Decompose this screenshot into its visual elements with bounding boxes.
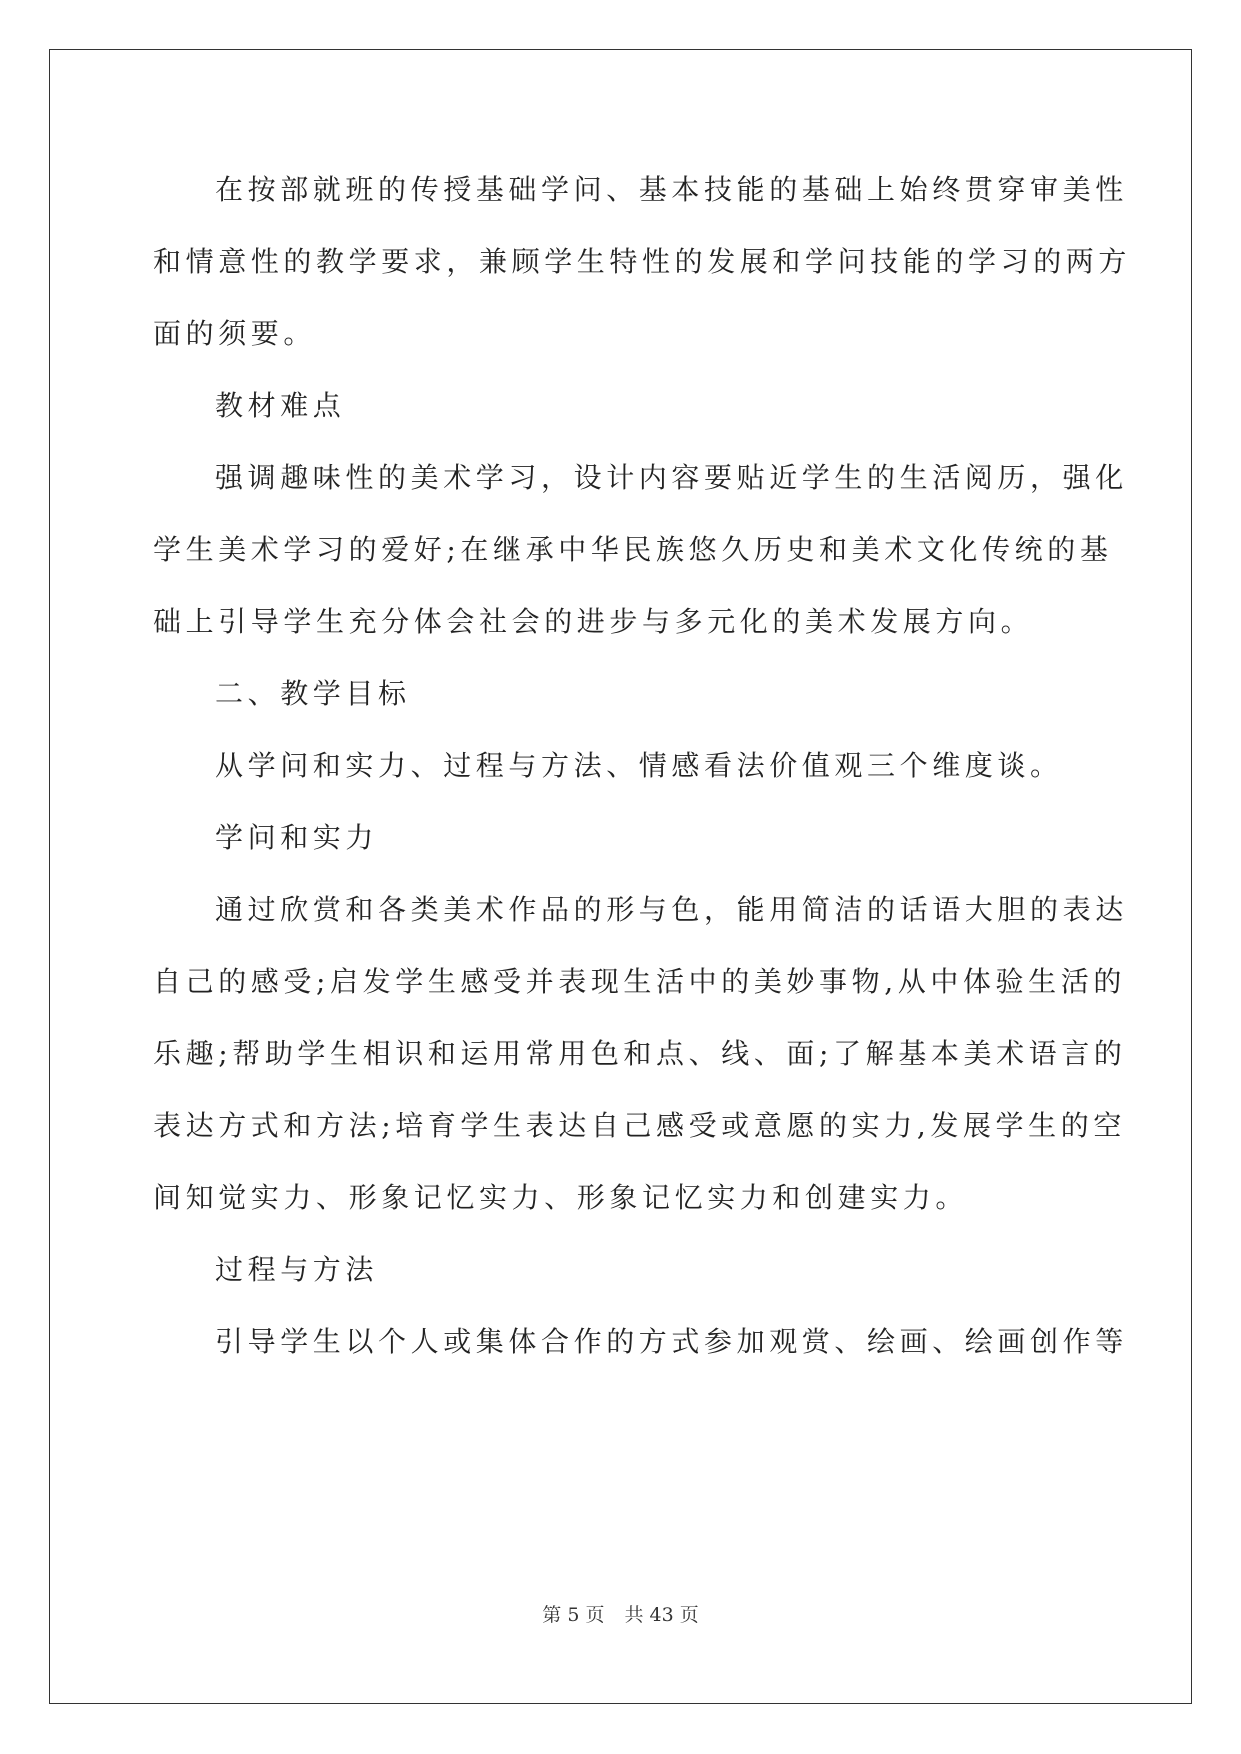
paragraph-line: 础上引导学生充分体会社会的进步与多元化的美术发展方向。 <box>153 605 1034 638</box>
section-heading: 过程与方法 <box>215 1253 379 1286</box>
paragraph-line: 间知觉实力、形象记忆实力、形象记忆实力和创建实力。 <box>153 1181 969 1214</box>
paragraph-line: 乐趣;帮助学生相识和运用常用色和点、线、面;了解基本美术语言的 <box>153 1037 1127 1070</box>
paragraph-line: 学生美术学习的爱好;在继承中华民族悠久历史和美术文化传统的基 <box>153 533 1113 566</box>
paragraph-line: 表达方式和方法;培育学生表达自己感受或意愿的实力,发展学生的空 <box>153 1109 1126 1142</box>
document-body <box>153 160 1132 1384</box>
paragraph-line: 强调趣味性的美术学习，设计内容要贴近学生的生活阅历，强化 <box>215 461 1128 494</box>
section-heading: 二、教学目标 <box>215 677 411 710</box>
paragraph-line: 通过欣赏和各类美术作品的形与色，能用简洁的话语大胆的表达 <box>215 893 1128 926</box>
section-heading: 学问和实力 <box>215 821 379 854</box>
paragraph-line: 从学问和实力、过程与方法、情感看法价值观三个维度谈。 <box>215 749 1063 782</box>
paragraph-line: 和情意性的教学要求，兼顾学生特性的发展和学问技能的学习的两方 <box>153 245 1132 278</box>
paragraph-line: 面的须要。 <box>153 317 317 350</box>
page-footer <box>0 1600 1241 1627</box>
total-pages: 共 43 页 <box>624 1604 699 1626</box>
section-heading: 教材难点 <box>215 389 346 422</box>
paragraph-line: 引导学生以个人或集体合作的方式参加观赏、绘画、绘画创作等 <box>215 1325 1128 1358</box>
page-number: 第 5 页 <box>542 1604 605 1626</box>
paragraph-line: 自己的感受;启发学生感受并表现生活中的美妙事物,从中体验生活的 <box>153 965 1126 998</box>
paragraph-line: 在按部就班的传授基础学问、基本技能的基础上始终贯穿审美性 <box>215 173 1128 206</box>
